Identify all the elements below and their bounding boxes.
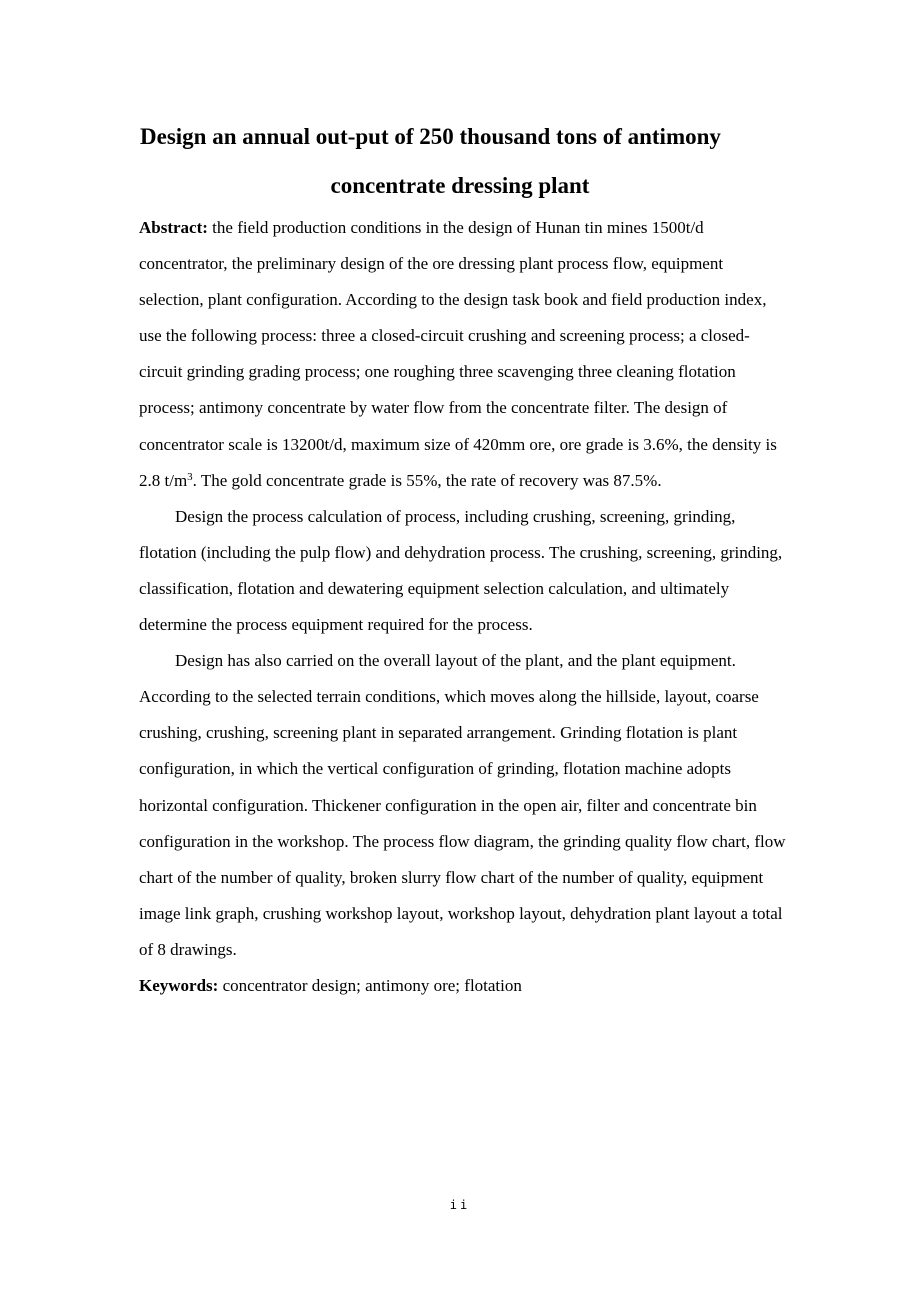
abstract-text-1b: . The gold concentrate grade is 55%, the rate of recovery was 87.5%. [192, 470, 662, 490]
cubic-superscript: 3 [187, 470, 193, 483]
abstract-paragraph-2: Design the process calculation of process, including crushing, screening, grinding, flotation (including the pulp flow) and dehydration process. The crushing, screening, grinding, classification, flotation and dewatering equipment selection calculation, and ultimately determine the process equipment required for the process. [139, 506, 783, 635]
abstract-body [139, 210, 791, 1004]
abstract-paragraph-3: Design has also carried on the overall layout of the plant, and the plant equipment. According to the selected terrain conditions, which moves along the hillside, layout, coarse crushing, crushing, screening plant in separated arrangement. Grinding flotation is plant configuration, in which the vertical configuration of grinding, flotation machine adopts horizontal configuration. Thickener configuration in the open air, filter and concentrate bin configuration in the workshop. The process flow diagram, the grinding quality flow chart, flow chart of the number of quality, broken slurry flow chart of the number of quality, equipment image link graph, crushing workshop layout, workshop layout, dehydration plant layout a total of 8 drawings. [139, 651, 786, 959]
title-line-1: Design an annual out-put of 250 thousand tons of antimony [140, 124, 721, 149]
abstract-text-1a: the field production conditions in the design of Hunan tin mines 1500t/d concentrator, the preliminary design of the ore dressing plant process flow, equipment selection, plant configuration. According to the design task book and field production index, use the following process: three a closed-circuit crushing and screening process; a closed-circuit grinding grading process; one roughing three scavenging three cleaning flotation process; antimony concentrate by water flow from the concentrate filter. The design of concentrator scale is 13200t/d, maximum size of 420mm ore, ore grade is 3.6%, the density is 2.8 t/m [139, 218, 777, 490]
abstract-paragraph-1 [139, 210, 791, 499]
abstract-label: Abstract: [139, 218, 208, 237]
page-number: ii [449, 1198, 471, 1212]
keywords-label: Keywords: [139, 975, 219, 995]
keywords-text: concentrator design; antimony ore; flotation [218, 975, 522, 995]
keywords-line [139, 968, 791, 1004]
title-line-2: concentrate dressing plant [330, 173, 590, 198]
